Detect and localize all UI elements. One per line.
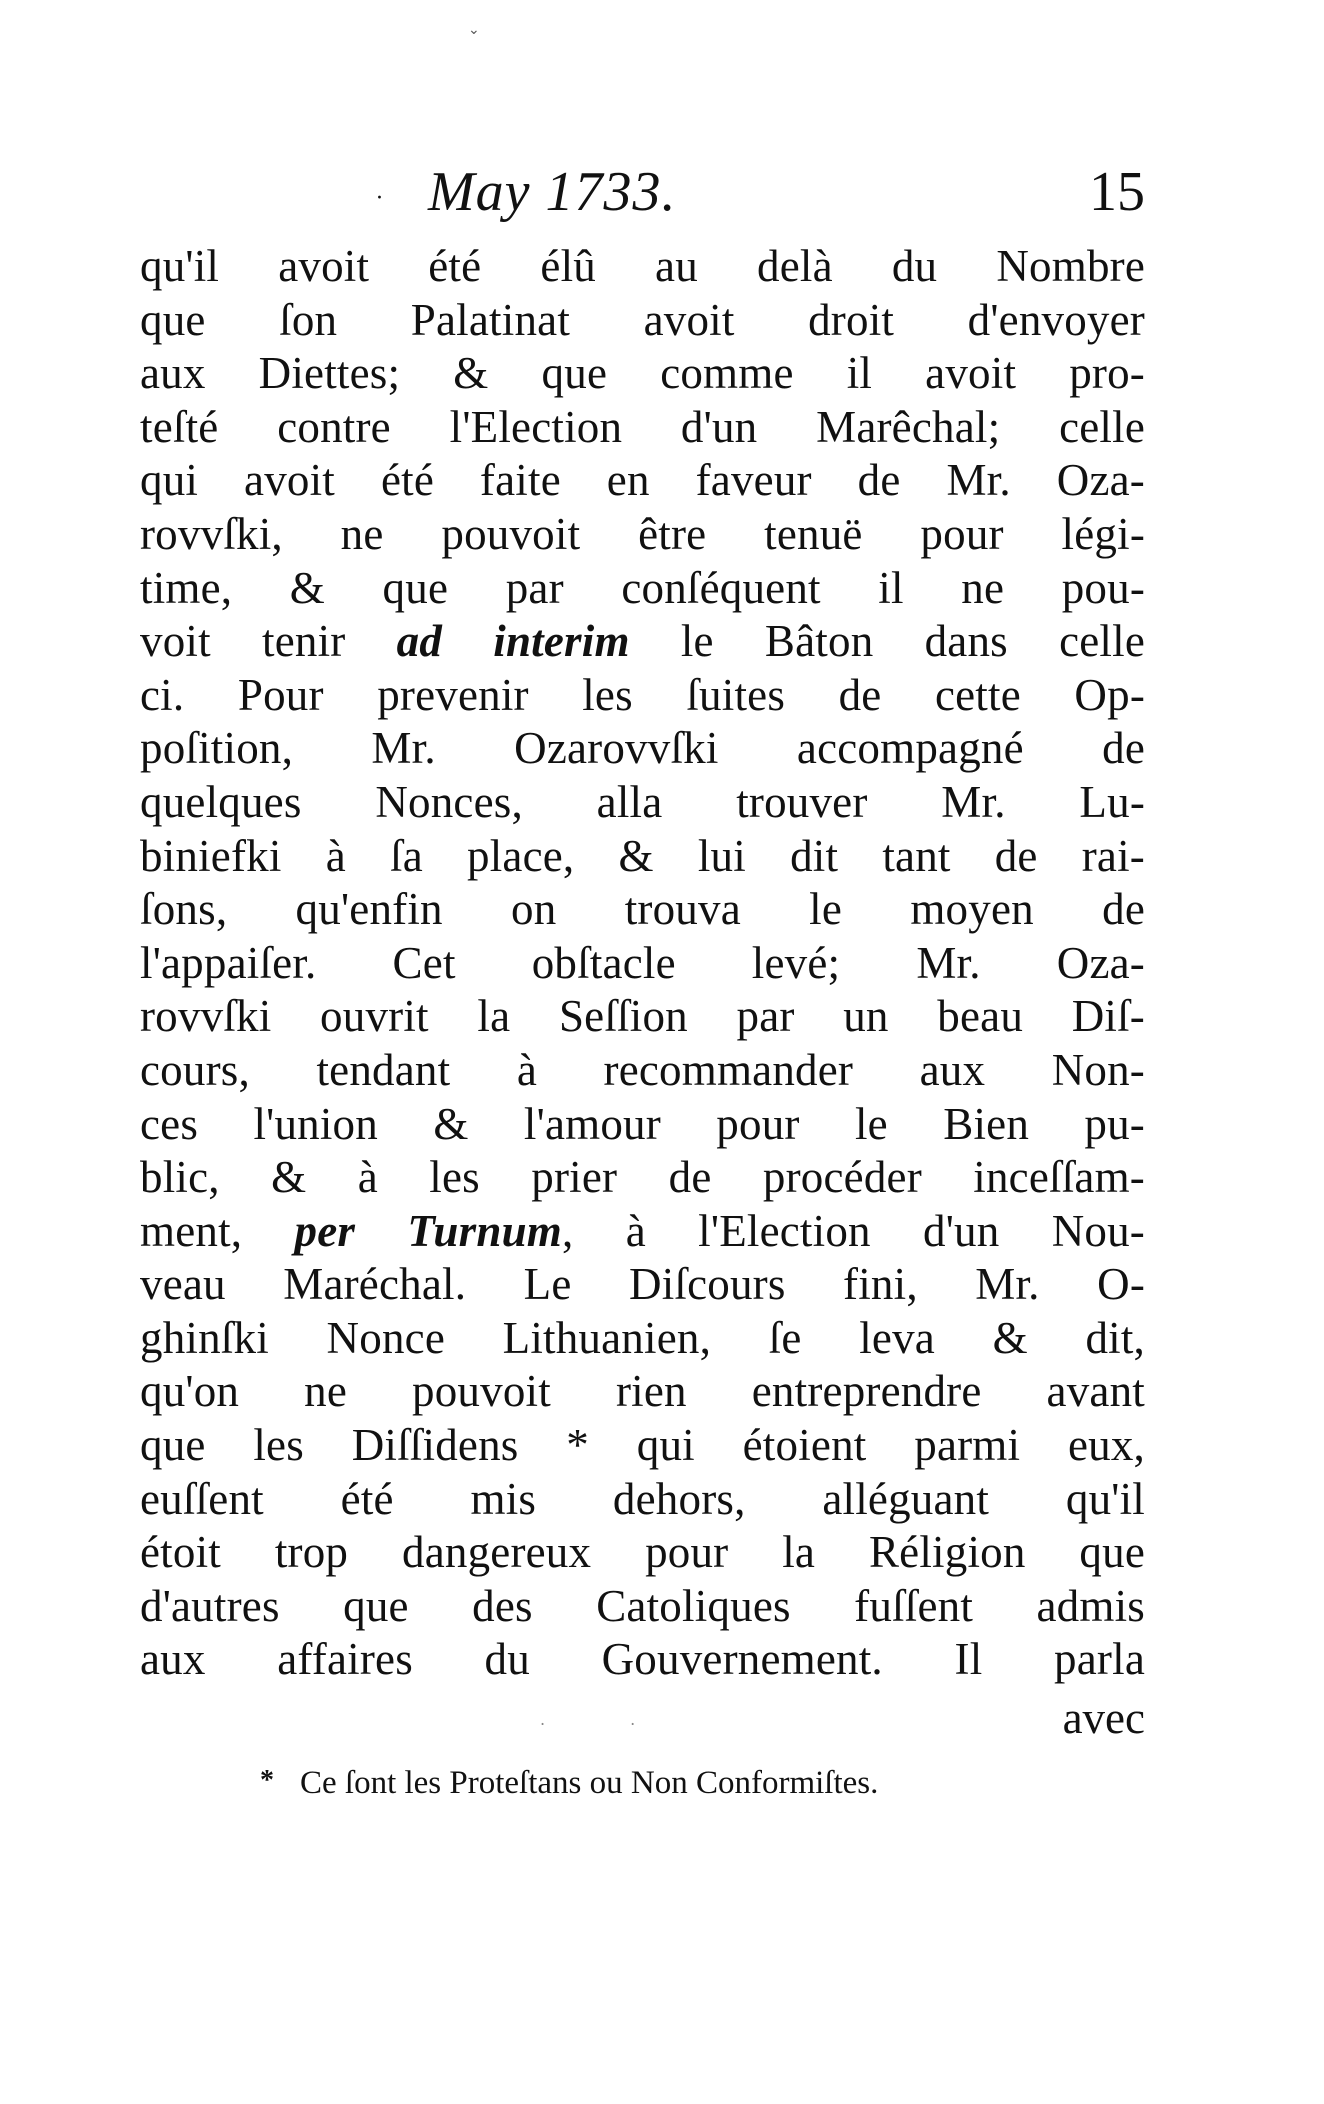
text-line: l'appaiſer. Cet obſtacle levé; Mr. Oza- xyxy=(140,937,1145,988)
text-line: aux Diettes; & que comme il avoit pro- xyxy=(140,348,1145,399)
text-line: ſons, qu'enfin on trouva le moyen de xyxy=(140,884,1145,935)
text-line: rovvſki, ne pouvoit être tenuë pour légi- xyxy=(140,508,1145,559)
text-line: que les Diſſidens * qui étoient parmi eux, xyxy=(140,1420,1145,1471)
text-line: euſſent été mis dehors, alléguant qu'il xyxy=(140,1473,1145,1524)
text-line: aux affaires du Gouvernement. Il parla xyxy=(140,1634,1145,1685)
running-title: May 1733. xyxy=(428,161,677,223)
latin-phrase: per Turnum xyxy=(294,1205,562,1256)
body-text xyxy=(140,240,1145,1687)
text-line: ci. Pour prevenir les ſuites de cette Op- xyxy=(140,669,1145,720)
text-line: quelques Nonces, alla trouver Mr. Lu- xyxy=(140,776,1145,827)
text-line: ghinſki Nonce Lithuanien, ſe leva & dit, xyxy=(140,1312,1145,1363)
text-line: poſition, Mr. Ozarovvſki accompagné de xyxy=(140,723,1145,774)
text-line: blic, & à les prier de procéder inceſſam- xyxy=(140,1152,1145,1203)
text-line: ment, per Turnum, à l'Election d'un Nou- xyxy=(140,1205,1145,1256)
text-line: qu'on ne pouvoit rien entreprendre avant xyxy=(140,1366,1145,1417)
text-line: voit tenir ad interim le Bâton dans celle xyxy=(140,616,1145,667)
text-line: cours, tendant à recommander aux Non- xyxy=(140,1044,1145,1095)
text-line: étoit trop dangereux pour la Réligion que xyxy=(140,1527,1145,1578)
text-line: d'autres que des Catoliques fuſſent admis xyxy=(140,1580,1145,1631)
text-line: time, & que par conſéquent il ne pou- xyxy=(140,562,1145,613)
text-line: qui avoit été faite en faveur de Mr. Oza- xyxy=(140,455,1145,506)
latin-phrase: ad interim xyxy=(396,616,630,667)
text-line: rovvſki ouvrit la Seſſion par un beau Diſ- xyxy=(140,991,1145,1042)
text-line: qu'il avoit été élû au delà du Nombre xyxy=(140,241,1145,291)
faint-marks: . . xyxy=(540,1710,676,1729)
page-number: 15 xyxy=(1089,161,1145,223)
catchword-row xyxy=(140,1692,1145,1748)
text-line: biniefki à ſa place, & lui dit tant de rai- xyxy=(140,830,1145,881)
scan-speck: ⌄ xyxy=(468,22,480,38)
text-line: que ſon Palatinat avoit droit d'envoyer xyxy=(140,294,1145,345)
footnote xyxy=(260,1765,1020,1815)
header-dot: · xyxy=(376,186,383,211)
catchword: avec xyxy=(1062,1693,1145,1743)
footnote-text: Ce ſont les Proteſtans ou Non Conformiſtes. xyxy=(300,1765,879,1801)
text-line: teſté contre l'Election d'un Marêchal; celle xyxy=(140,401,1145,452)
page-header xyxy=(140,160,1145,230)
text-line: ces l'union & l'amour pour le Bien pu- xyxy=(140,1098,1145,1149)
text-line: veau Maréchal. Le Diſcours fini, Mr. O- xyxy=(140,1259,1145,1310)
footnote-marker: * xyxy=(260,1765,274,1796)
